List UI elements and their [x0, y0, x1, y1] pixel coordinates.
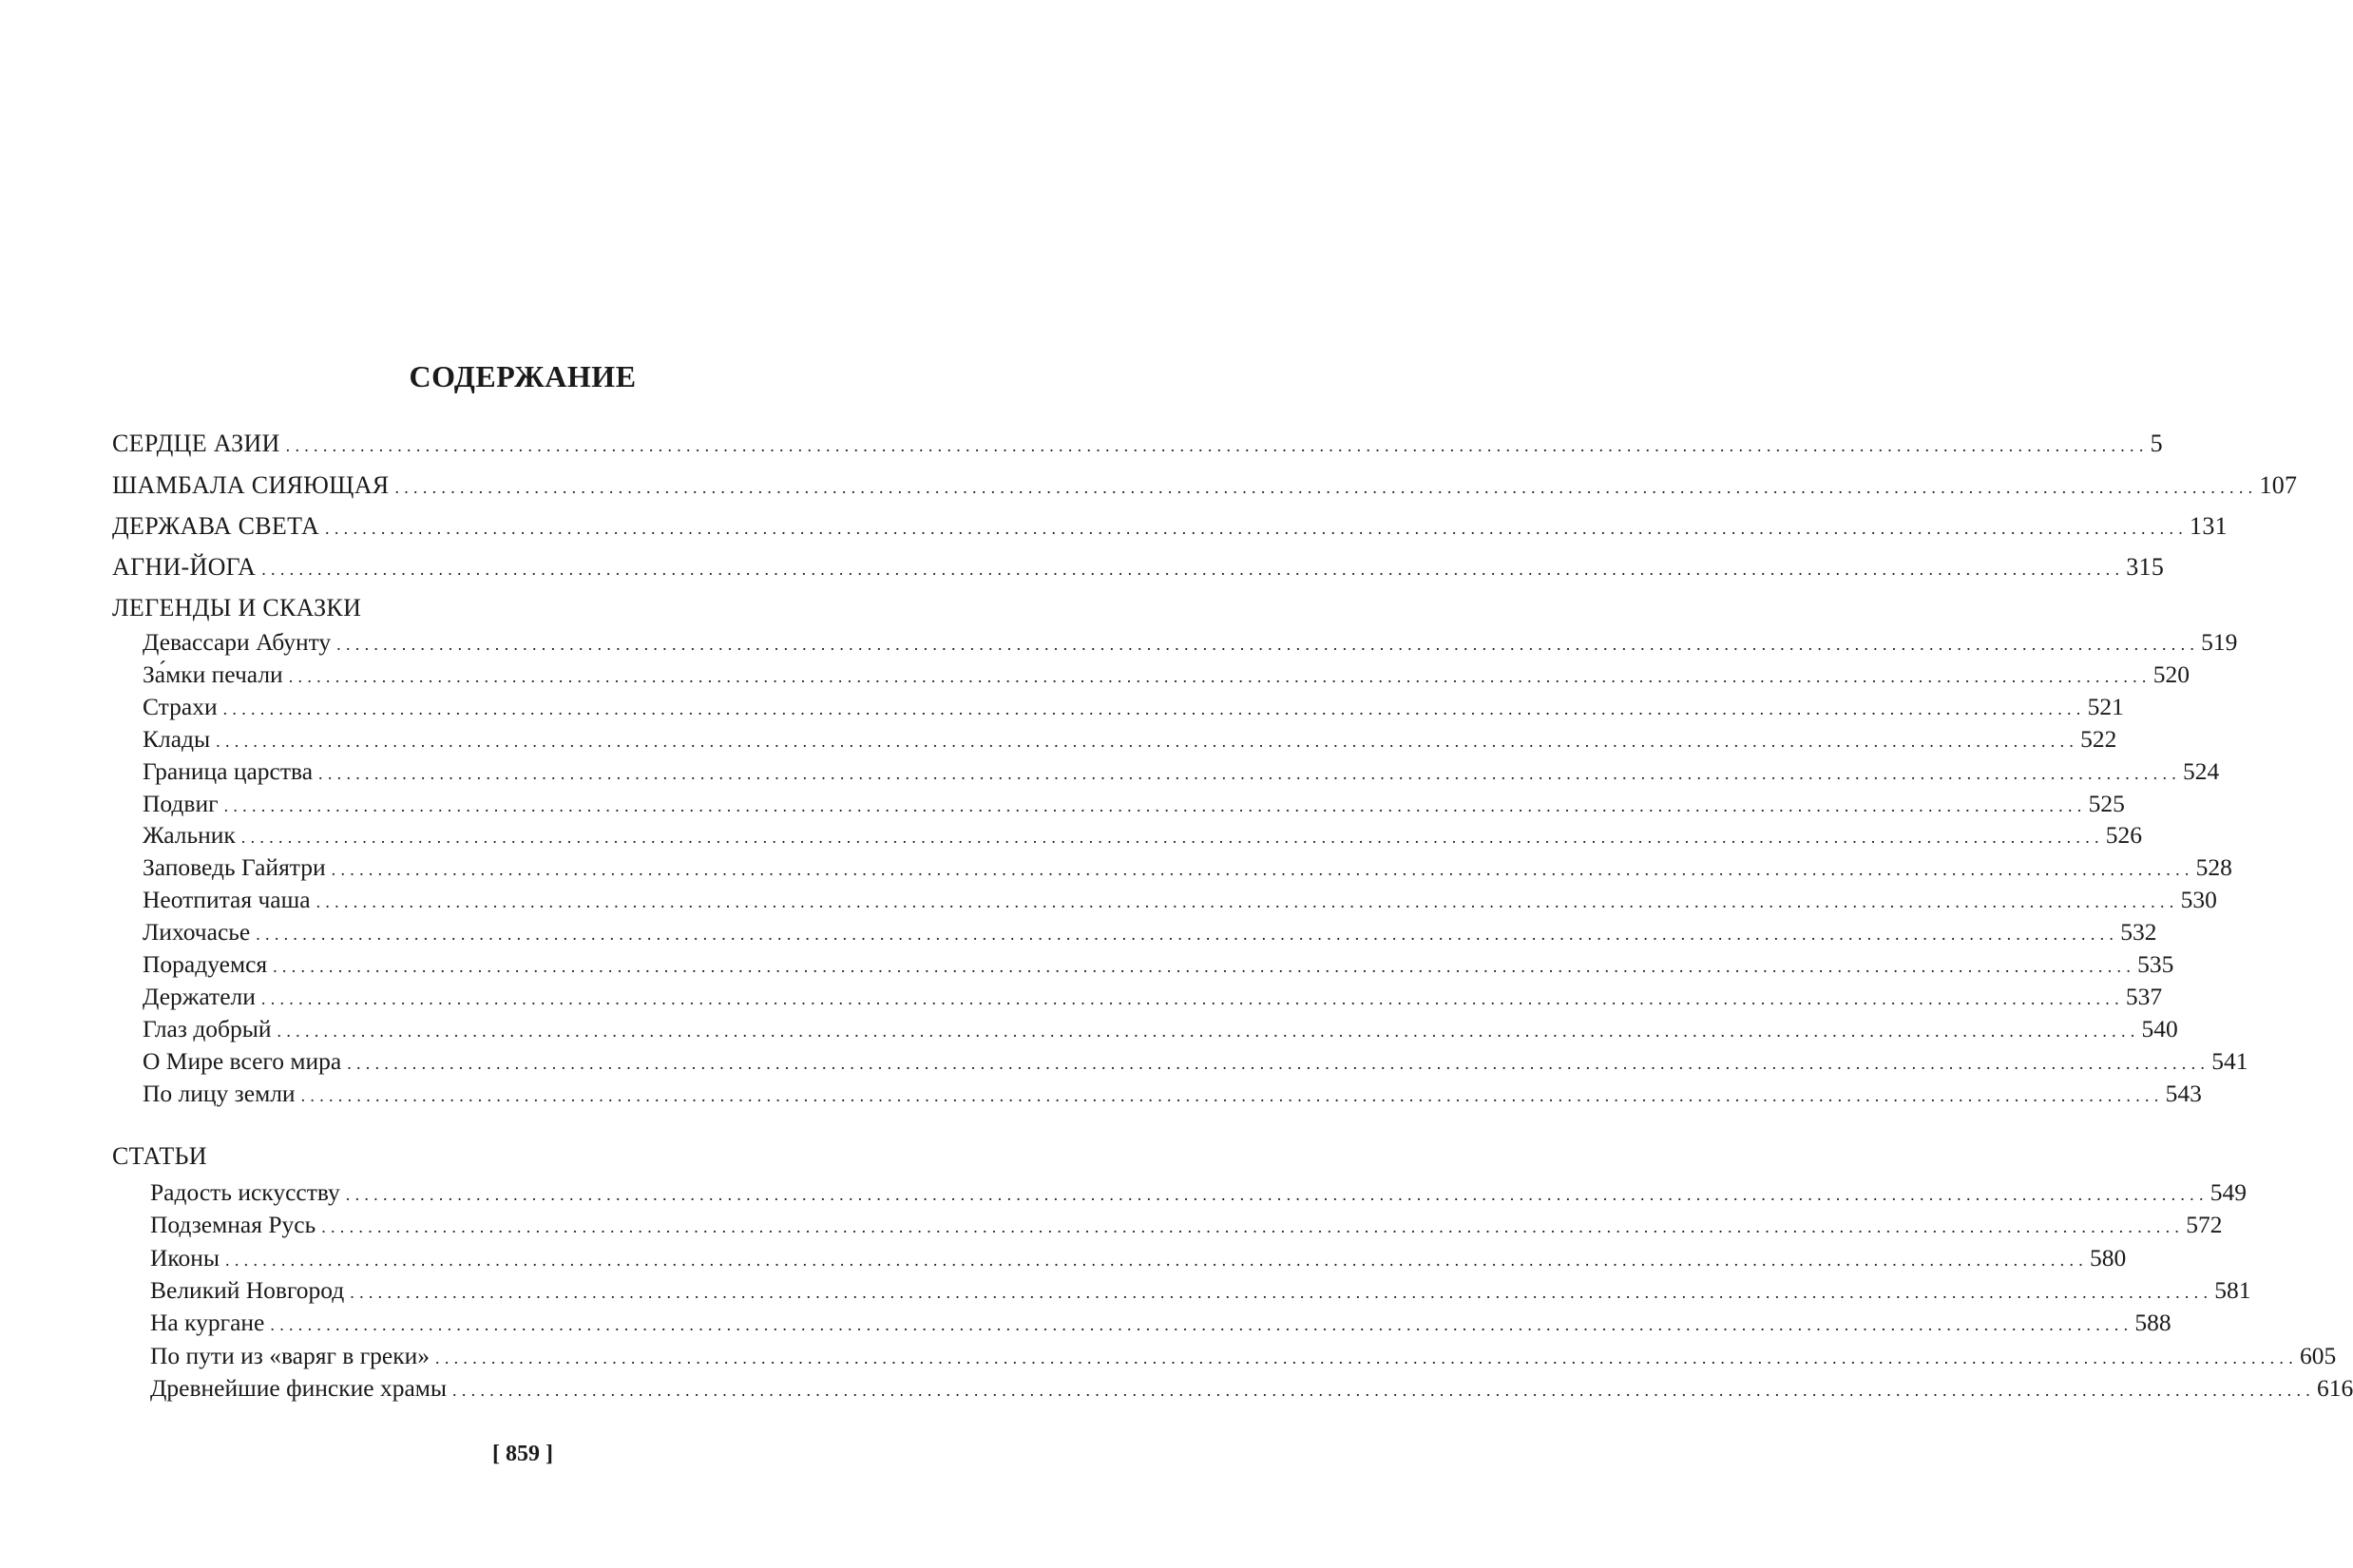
leader-dots: ........................................................................................................................................................................................................ — [277, 1021, 2140, 1041]
toc-entry-title: Держатели — [112, 981, 261, 1013]
toc-entry-page: 605 — [2300, 1341, 2337, 1369]
toc-entry-title: Страхи — [112, 691, 223, 723]
toc-entry[interactable] — [112, 1078, 2202, 1110]
toc-entry-title: Граница царства — [112, 755, 318, 788]
toc-entry-title: Заповедь Гайятри — [112, 851, 332, 884]
toc-entry-page: 131 — [2190, 512, 2228, 540]
toc-entry-page: 520 — [2152, 660, 2190, 688]
toc-entry-page: 541 — [2211, 1046, 2248, 1075]
leader-dots: ........................................................................................................................................................................................................ — [336, 635, 2200, 654]
leader-dots: ........................................................................................................................................................................................................ — [347, 1053, 2210, 1073]
toc-entry-page: 522 — [2080, 724, 2117, 753]
leader-dots: ........................................................................................................................................................................................................ — [260, 988, 2124, 1008]
toc-entry-title: ШАМБАЛА СИЯЮЩАЯ — [112, 469, 394, 502]
leader-dots: ........................................................................................................................................................................................................ — [394, 478, 2258, 497]
toc-entry[interactable] — [112, 1242, 2127, 1274]
toc-entry-title: Клады — [112, 723, 216, 755]
toc-entry[interactable] — [112, 1176, 2248, 1209]
leader-dots: ........................................................................................................................................................................................................ — [273, 957, 2136, 976]
page-title: СОДЕРЖАНИЕ — [409, 359, 637, 393]
toc-entry-page: 580 — [2090, 1243, 2127, 1272]
toc-entry-title: Радость искусству — [112, 1176, 346, 1209]
toc-entry-title: Великий Новгород — [112, 1274, 350, 1307]
toc-entry-page: 525 — [2088, 789, 2125, 817]
section-title: ЛЕГЕНДЫ И СКАЗКИ — [112, 592, 361, 624]
toc-entry-page: 532 — [2120, 918, 2157, 947]
toc-section-heading[interactable] — [112, 592, 917, 624]
toc-entry[interactable] — [112, 551, 2165, 583]
leader-dots: ........................................................................................................................................................................................................ — [316, 892, 2179, 912]
toc-entry-title: СЕРДЦЕ АЗИИ — [112, 428, 286, 460]
toc-entry-title: По пути из «варяг в греки» — [112, 1340, 435, 1372]
toc-entry-title: По лицу земли — [112, 1078, 301, 1110]
leader-dots: ........................................................................................................................................................................................................ — [216, 731, 2079, 751]
toc-entry-title: На кургане — [112, 1307, 270, 1339]
toc-entry[interactable] — [112, 1340, 2337, 1372]
leader-dots: ........................................................................................................................................................................................................ — [318, 763, 2182, 783]
leader-dots: ........................................................................................................................................................................................................ — [240, 828, 2104, 848]
toc-entry[interactable] — [112, 691, 2124, 723]
toc-entry-page: 535 — [2137, 950, 2174, 978]
toc-entry-title: За́мки печали — [112, 659, 289, 691]
toc-entry-title: О Мире всего мира — [112, 1045, 347, 1078]
leader-dots: ........................................................................................................................................................................................................ — [345, 1185, 2209, 1204]
toc-entry-page: 616 — [2317, 1373, 2353, 1402]
section-title: СТАТЬИ — [112, 1140, 207, 1173]
toc-entry-title: Лихочасье — [112, 916, 256, 948]
toc-entry-page: 572 — [2186, 1211, 2223, 1239]
toc-entry-title: Девассари Абунту — [112, 626, 336, 659]
toc-entry[interactable] — [112, 659, 2190, 691]
toc-entry[interactable] — [112, 851, 2232, 884]
toc-entry-page: 543 — [2165, 1079, 2202, 1107]
toc-entry-title: Древнейшие финские храмы — [112, 1372, 452, 1405]
toc-entry-title: Жальник — [112, 819, 241, 851]
leader-dots: ........................................................................................................................................................................................................ — [350, 1282, 2213, 1302]
toc-entry-title: Порадуемся — [112, 948, 273, 981]
leader-dots: ........................................................................................................................................................................................................ — [435, 1348, 2299, 1367]
leader-dots: ........................................................................................................................................................................................................ — [300, 1085, 2164, 1105]
toc-entry[interactable] — [112, 788, 2125, 820]
leader-dots: ........................................................................................................................................................................................................ — [222, 698, 2086, 718]
toc-entry-title: Подвиг — [112, 788, 224, 820]
leader-dots: ........................................................................................................................................................................................................ — [325, 519, 2189, 538]
leader-dots: ........................................................................................................................................................................................................ — [261, 560, 2125, 579]
leader-dots: ........................................................................................................................................................................................................ — [285, 436, 2149, 455]
toc-entry[interactable] — [112, 1013, 2178, 1045]
toc-entry[interactable] — [112, 1372, 2353, 1405]
leader-dots: ........................................................................................................................................................................................................ — [452, 1380, 2316, 1400]
toc-entry-title: АГНИ-ЙОГА — [112, 551, 261, 583]
toc-entry[interactable] — [112, 755, 2220, 788]
leader-dots: ........................................................................................................................................................................................................ — [270, 1315, 2133, 1335]
toc-entry[interactable] — [112, 510, 2228, 543]
toc-entry[interactable] — [112, 916, 2157, 948]
leader-dots: ........................................................................................................................................................................................................ — [321, 1217, 2185, 1237]
toc-entry-page: 528 — [2195, 853, 2232, 882]
toc-entry-page: 549 — [2210, 1178, 2248, 1206]
toc-entry-page: 315 — [2126, 553, 2165, 581]
toc-entry-title: Глаз добрый — [112, 1013, 277, 1045]
toc-entry[interactable] — [112, 626, 2238, 659]
toc-entry[interactable] — [112, 1045, 2248, 1078]
toc-entry-page: 537 — [2125, 982, 2163, 1010]
toc-entry-page: 530 — [2180, 886, 2217, 914]
page-number: [ 859 ] — [492, 1442, 553, 1466]
toc-entry-page: 540 — [2141, 1014, 2178, 1042]
toc-entry-title: Подземная Русь — [112, 1209, 321, 1241]
toc-entry-page: 107 — [2259, 471, 2298, 499]
toc-entry[interactable] — [112, 948, 2174, 981]
toc-entry[interactable] — [112, 1307, 2171, 1339]
toc-entry[interactable] — [112, 428, 2163, 460]
leader-dots: ........................................................................................................................................................................................................ — [225, 1250, 2089, 1270]
toc-entry-page: 524 — [2183, 756, 2220, 785]
toc-entry-page: 5 — [2150, 430, 2163, 457]
toc-entry-page: 519 — [2201, 628, 2238, 656]
toc-entry[interactable] — [112, 1274, 2251, 1307]
toc-entry[interactable] — [112, 981, 2163, 1013]
toc-section-heading[interactable] — [112, 1140, 917, 1173]
toc-entry[interactable] — [112, 884, 2217, 916]
toc-entry-page: 588 — [2134, 1309, 2171, 1337]
leader-dots: ........................................................................................................................................................................................................ — [223, 795, 2087, 815]
toc-entry-page: 521 — [2087, 692, 2124, 720]
toc-entry[interactable] — [112, 469, 2298, 502]
toc-entry-title: Иконы — [112, 1242, 225, 1274]
toc-entry-title: ДЕРЖАВА СВЕТА — [112, 510, 325, 543]
toc-entry-page: 526 — [2105, 821, 2143, 850]
toc-entry[interactable] — [112, 819, 2143, 851]
leader-dots: ........................................................................................................................................................................................................ — [256, 925, 2119, 945]
toc-entry[interactable] — [112, 1209, 2223, 1241]
leader-dots: ........................................................................................................................................................................................................ — [331, 860, 2194, 880]
toc-entry-page: 581 — [2214, 1275, 2251, 1304]
leader-dots: ........................................................................................................................................................................................................ — [288, 666, 2152, 686]
toc-entry-title: Неотпитая чаша — [112, 884, 316, 916]
toc-entry[interactable] — [112, 723, 2117, 755]
